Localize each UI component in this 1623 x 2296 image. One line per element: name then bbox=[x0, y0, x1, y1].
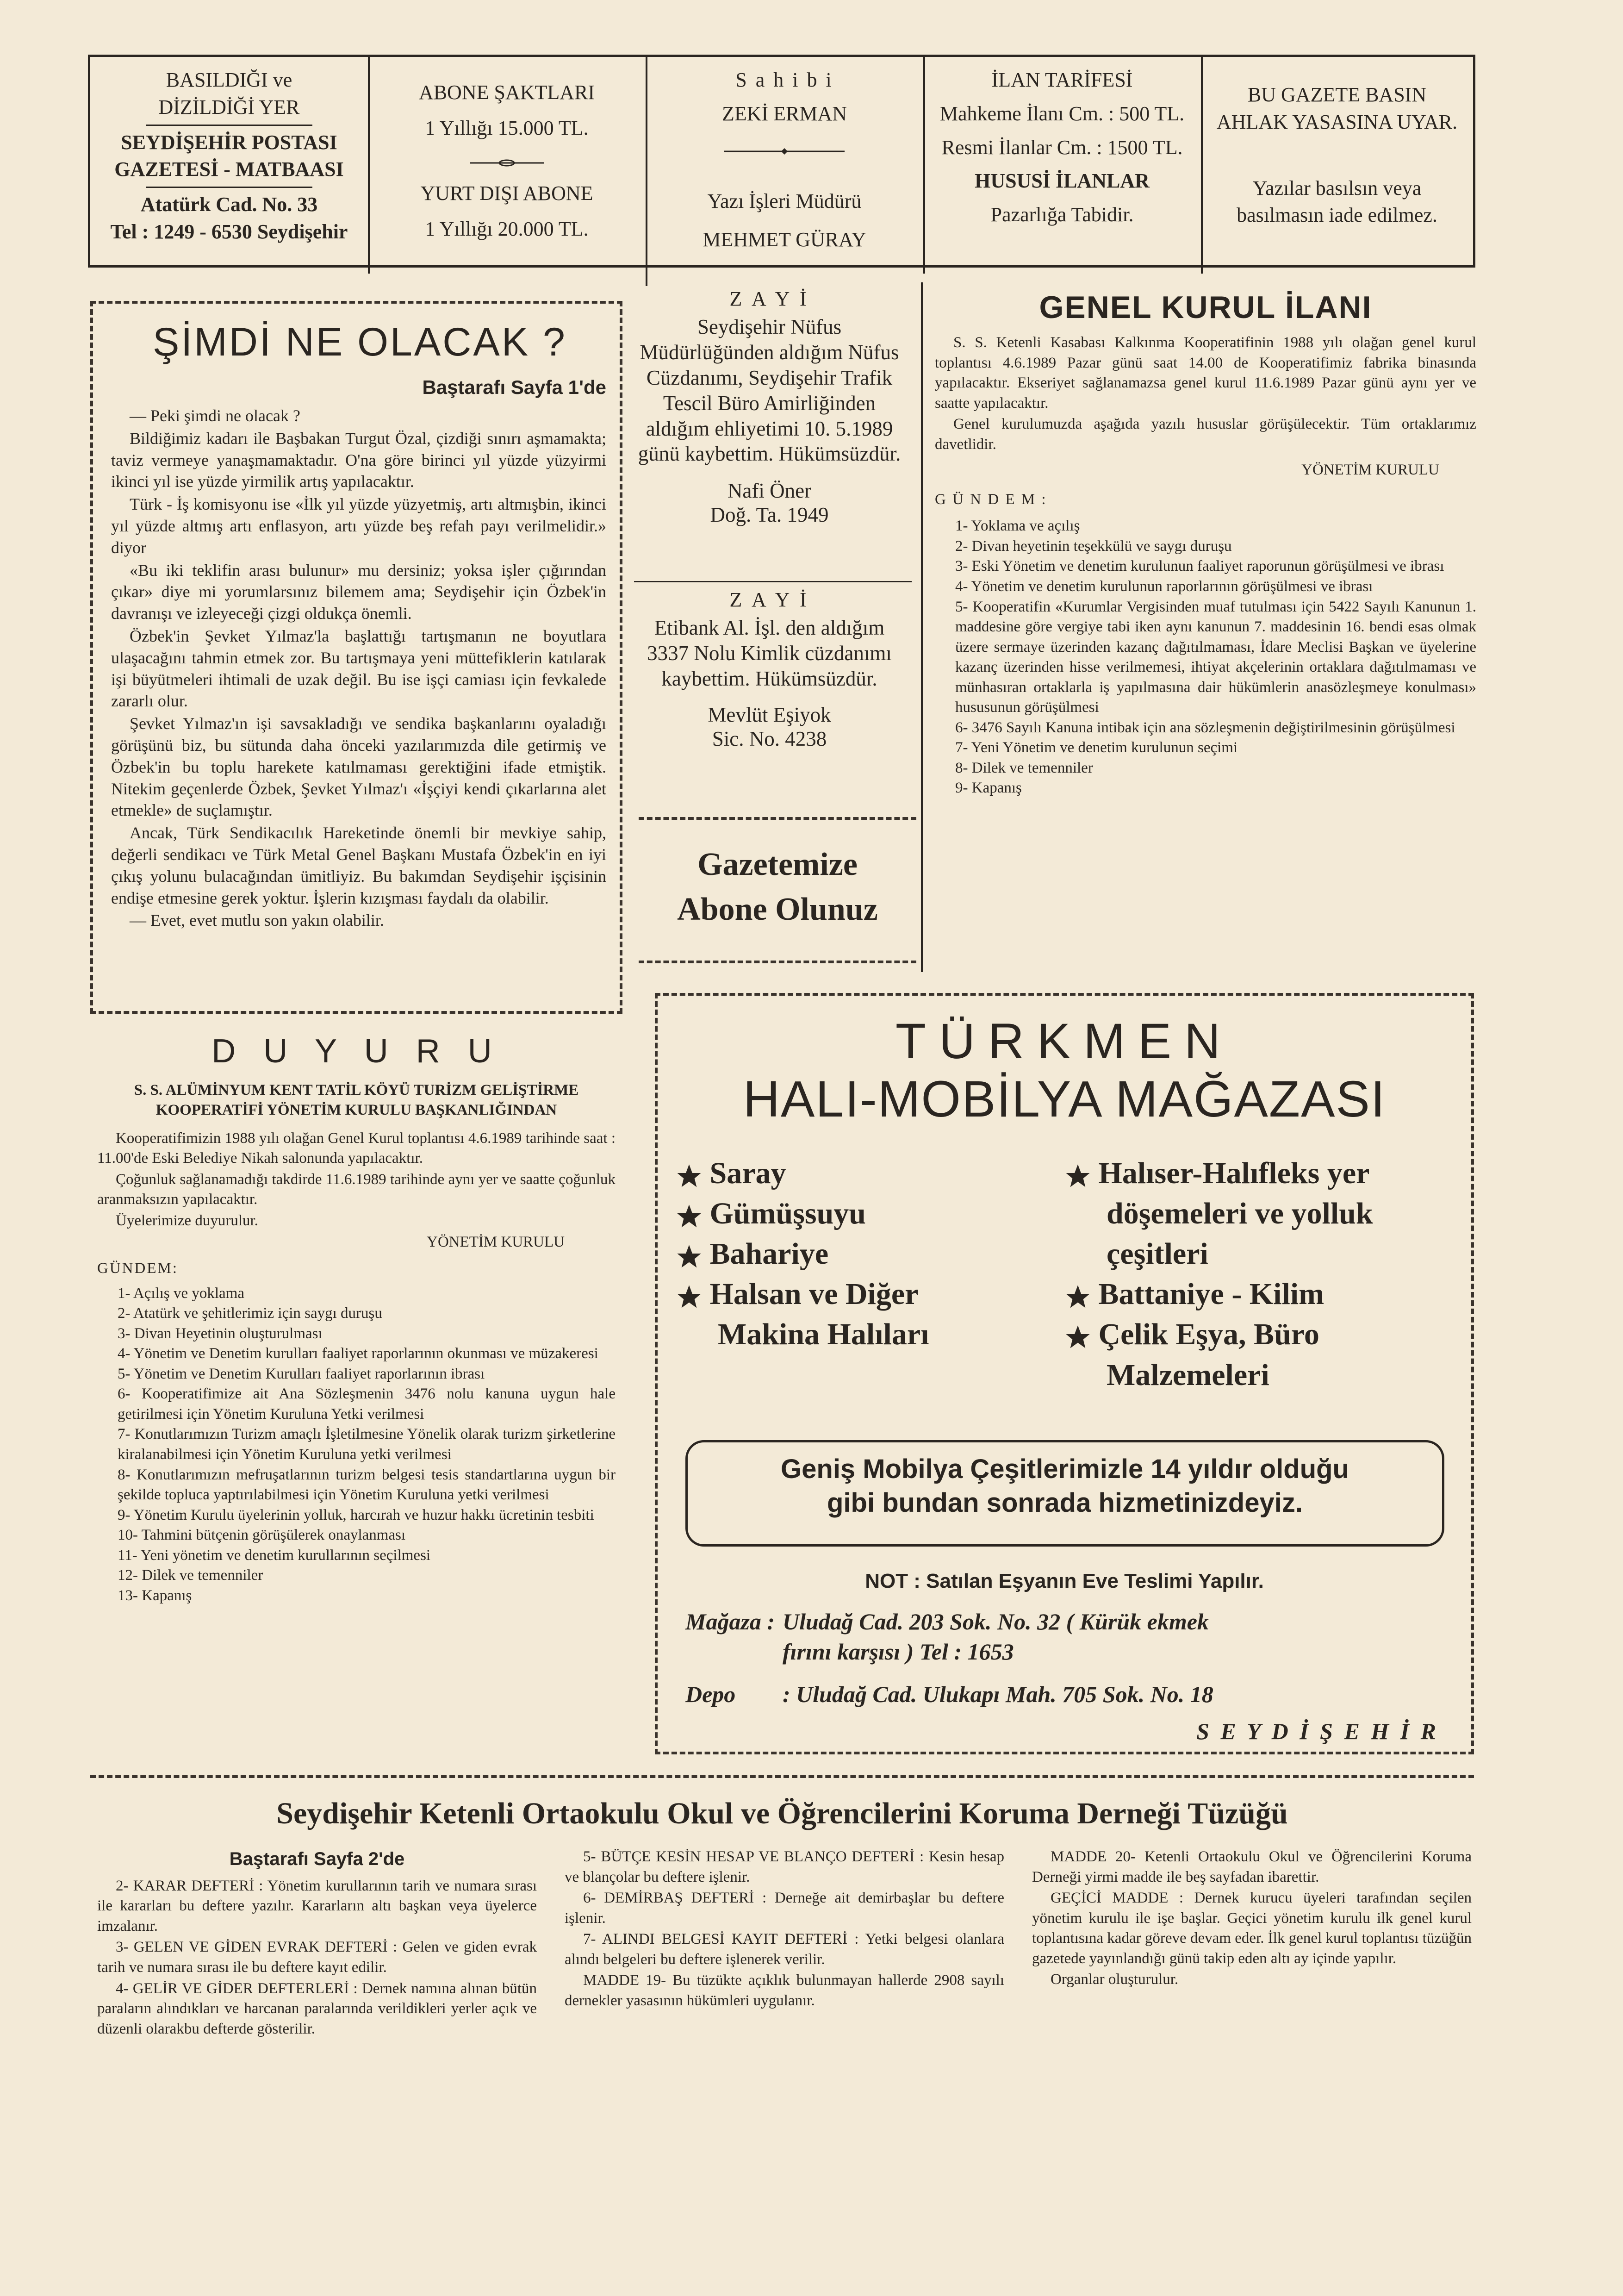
agenda-item: 3- Divan Heyetinin oluşturulması bbox=[118, 1325, 323, 1342]
star-icon bbox=[1065, 1284, 1091, 1310]
ads-court: Mahkeme İlanı Cm. : 500 TL. bbox=[939, 102, 1185, 125]
tuzuk-paragraph: MADDE 19- Bu tüzükte açıklık bulunmayan hallerde 2908 sayılı dernekler yasasının hükümleri uygulanır. bbox=[565, 1972, 1004, 2009]
tuzuk-title: Seydişehir Ketenli Ortaokulu Okul ve Öğrencilerini Koruma Derneği Tüzüğü bbox=[276, 1797, 1288, 1830]
turkmen-depot-address bbox=[685, 1681, 1449, 1708]
subscribe-promo bbox=[639, 842, 916, 932]
star-icon bbox=[676, 1163, 702, 1189]
agenda-item: 9- Yönetim Kurulu üyelerinin yolluk, harcırah ve huzur hakkı ücretinin tesbiti bbox=[118, 1506, 594, 1523]
star-icon bbox=[1065, 1163, 1091, 1189]
agenda-item: 7- Konutlarımızın Turizm amaçlı İşletilmesine Yönelik olarak turizm şirketlerine kiralanabilmesi için Yönetim Kuruluna yetki verilmesi bbox=[118, 1426, 616, 1463]
zayi-name: Mevlüt Eşiyok bbox=[708, 703, 831, 726]
product-item bbox=[1065, 1314, 1463, 1354]
product-label: Halsan ve Diğer bbox=[709, 1277, 919, 1311]
agenda-item: 4- Yönetim ve Denetim kurulları faaliyet raporlarının okunması ve müzakeresi bbox=[118, 1345, 598, 1362]
zayi-divider bbox=[634, 581, 912, 582]
depot-label: Depo bbox=[685, 1681, 736, 1707]
genel-kurul-signature: YÖNETİM KURULU bbox=[1301, 462, 1439, 479]
duyuru-signature: YÖNETİM KURULU bbox=[427, 1233, 565, 1250]
printer-line1: BASILDIĞI ve bbox=[166, 69, 292, 91]
tuzuk-paragraph: MADDE 20- Ketenli Ortaokulu Okul ve Öğrencilerini Koruma Derneği yirmi madde ile beş sayfadan ibarettir. bbox=[1032, 1848, 1472, 1885]
printer-line5: Atatürk Cad. No. 33 bbox=[140, 193, 318, 216]
ethics-line1: BU GAZETE BASIN bbox=[1247, 83, 1427, 106]
masthead-printer bbox=[90, 57, 370, 274]
product-item bbox=[676, 1153, 1056, 1193]
zayi-title: Z A Y İ bbox=[729, 588, 809, 611]
tuzuk-continued: Baştarafı Sayfa 2'de bbox=[229, 1849, 405, 1869]
simdi-body bbox=[111, 405, 606, 931]
product-label: Gümüşsuyu bbox=[709, 1197, 866, 1231]
star-icon bbox=[1065, 1324, 1091, 1350]
simdi-paragraph: Özbek'in Şevket Yılmaz'la başlattığı tartışmanın ne boyutlara ulaşacağını tahmin etmek zor. Bu tartışmaya yeni müttefiklerin katılarak işi büyütmeleri ihtimali de uzak değil. Bu ise işçi camiası için fevkalede zararlı olur. bbox=[111, 626, 606, 711]
simdi-paragraph: Şevket Yılmaz'ın işi savsakladığı ve sendika başkanlarını oyaladığı görüşünü biz, bu sütunda daha önceki yazılarımızda dile getirmiş ve Özbek'in bu toplu harekete katılmaması gerektiğini ifade etmiştik. Nitekim geçenlerde Özbek, Şevket Yılmaz'ı «İşçiyi kendi çıkarlarına alet etmekle» de suçlamıştır. bbox=[111, 714, 606, 820]
divider bbox=[146, 125, 312, 126]
owner-name: ZEKİ ERMAN bbox=[721, 102, 847, 125]
simdi-paragraph: Türk - İş komisyonu ise «İlk yıl yüzde yüzyetmiş, artı altmışbin, ikinci yıl yüzde altmış artı enflasyon, artı yüzde beş refah payı verilmelidir.» diyor bbox=[111, 495, 606, 557]
slogan-line1: Geniş Mobilya Çeşitlerimizle 14 yıldır olduğu bbox=[781, 1454, 1349, 1484]
duyuru-title: D U Y U R U bbox=[211, 1033, 501, 1070]
product-label: Çelik Eşya, Büro bbox=[1098, 1317, 1319, 1352]
duyuru-body bbox=[97, 1129, 616, 1606]
subscription-title: ABONE ŞAKTLARI bbox=[418, 81, 595, 104]
turkmen-right-list bbox=[1065, 1153, 1463, 1395]
zayi-body: Etibank Al. İşl. den aldığım 3337 Nolu Kimlik cüzdanımı kaybettim. Hükümsüzdür. bbox=[647, 616, 892, 690]
printer-line3: SEYDİŞEHİR POSTASI bbox=[121, 131, 337, 154]
subscribe-border-top bbox=[639, 817, 916, 820]
subscribe-line1: Gazetemize bbox=[697, 847, 858, 882]
duyuru-paragraph: Kooperatifimizin 1988 yılı olağan Genel Kurul toplantısı 4.6.1989 tarihinde saat : 11.00'de Eski Belediye Nikah salonunda yapılacaktır. bbox=[97, 1129, 616, 1167]
product-item bbox=[676, 1234, 1056, 1274]
turkmen-city: S E Y D İ Ş E H İ R bbox=[1196, 1718, 1439, 1744]
turkmen-ad bbox=[655, 993, 1474, 1754]
masthead bbox=[88, 55, 1475, 268]
agenda-item: 1- Yoklama ve açılış bbox=[955, 518, 1080, 535]
tuzuk-paragraph: GEÇİCİ MADDE : Dernek kurucu üyeleri tarafından seçilen yönetim kurulu ile işe başlar. Geçici yönetim kurulu ilk genel kurul toplantısına kadar göreve devam eder. İlk genel kurul toplantısı tüzüğün gazetede yayınlandığı günü takip eden altı ay içinde yapılır. bbox=[1032, 1890, 1472, 1967]
store-address-line1: Uludağ Cad. 203 Sok. No. 32 ( Kürük ekmek bbox=[783, 1609, 1209, 1635]
printer-line2: DİZİLDİĞİ YER bbox=[158, 95, 300, 119]
duyuru-agenda bbox=[97, 1284, 616, 1606]
ethics-line4: basılmasın iade edilmez. bbox=[1237, 204, 1437, 227]
zayi-title: Z A Y İ bbox=[729, 287, 809, 310]
simdi-paragraph: Ancak, Türk Sendikacılık Hareketinde önemli bir mevkiye sahip, değerli sendikacı ve Türk Metal Genel Başkanı Mustafa Özbek'in en iyi çıkış yolunu bulacağından ümitliyiz. Bu bakımdan Seydişehir işçisinin endişe etmesine gerek yoktur. İşlerin kızışması faydalı da olabilir. bbox=[111, 824, 606, 907]
agenda-item: 3- Eski Yönetim ve denetim kurulunun faaliyet raporunun görüşülmesi ve ibrası bbox=[955, 558, 1444, 575]
subscribe-line2: Abone Olunuz bbox=[677, 891, 878, 927]
agenda-item: 13- Kapanış bbox=[118, 1587, 192, 1604]
agenda-item: 9- Kapanış bbox=[955, 780, 1022, 797]
store-address-line2: fırını karşısı ) Tel : 1653 bbox=[783, 1639, 1014, 1665]
product-label: Saray bbox=[709, 1156, 786, 1190]
zayi-notice-1 bbox=[616, 287, 923, 583]
editor-name: MEHMET GÜRAY bbox=[703, 228, 866, 251]
turkmen-slogan-box bbox=[685, 1440, 1444, 1547]
masthead-owner bbox=[646, 57, 925, 274]
turkmen-note: NOT : Satılan Eşyanın Eve Teslimi Yapılır. bbox=[865, 1570, 1264, 1592]
simdi-paragraph: Bildiğimiz kadarı ile Başbakan Turgut Özal, çizdiği sınırı aşmamakta; taviz vermeye yanaşmamaktadır. O'na göre birinci yıl yüzde yüzyirmi ikinci yıl ise yüzde yirmilik artış yapılacaktır. bbox=[111, 429, 606, 491]
owner-title: S a h i b i bbox=[735, 69, 833, 91]
masthead-ethics bbox=[1201, 57, 1473, 288]
turkmen-left-list bbox=[676, 1153, 1056, 1355]
agenda-item: 6- Kooperatifimize ait Ana Sözleşmenin 3476 nolu kanuna uygun hale getirilmesi için Yönetim Kuruluna Yetki verilmesi bbox=[118, 1385, 616, 1423]
ads-title: İLAN TARİFESİ bbox=[991, 69, 1133, 91]
product-item: Makina Halıları bbox=[718, 1317, 929, 1352]
zayi-notice-2 bbox=[616, 588, 923, 801]
turkmen-title: TÜRKMEN bbox=[895, 1013, 1233, 1069]
store-label: Mağaza : bbox=[685, 1609, 775, 1635]
editor-title: Yazı İşleri Müdürü bbox=[707, 190, 862, 213]
simdi-continued: Baştarafı Sayfa 1'de bbox=[422, 376, 606, 398]
slogan-line2: gibi bundan sonrada hizmetinizdeyiz. bbox=[827, 1487, 1303, 1518]
tuzuk-paragraph: 7- ALINDI BELGESİ KAYIT DEFTERİ : Yetki belgesi olanlara alındı belgeleri bu deftere işlenerek verilir. bbox=[565, 1931, 1004, 1968]
zayi-info: Sic. No. 4238 bbox=[712, 727, 827, 750]
agenda-item: 2- Atatürk ve şehitlerimiz için saygı duruşu bbox=[118, 1305, 382, 1322]
ads-official: Resmi İlanlar Cm. : 1500 TL. bbox=[941, 136, 1183, 159]
product-item bbox=[1065, 1274, 1463, 1314]
genel-kurul-agenda bbox=[935, 516, 1476, 799]
product-item bbox=[1065, 1153, 1463, 1193]
printer-line4: GAZETESİ - MATBAASI bbox=[114, 158, 344, 181]
depot-address: : Uludağ Cad. Ulukapı Mah. 705 Sok. No. 18 bbox=[783, 1681, 1213, 1707]
ethics-line2: AHLAK YASASINA UYAR. bbox=[1216, 110, 1458, 133]
simdi-title: ŞİMDİ NE OLACAK ? bbox=[153, 320, 567, 364]
agenda-item: 7- Yeni Yönetim ve denetim kurulunun seçimi bbox=[955, 739, 1238, 756]
ads-special: Pazarlığa Tabidir. bbox=[990, 203, 1134, 226]
column-rule bbox=[921, 282, 923, 972]
agenda-item: 10- Tahmini bütçenin görüşülerek onaylanması bbox=[118, 1527, 406, 1544]
tuzuk-col1 bbox=[97, 1847, 537, 2040]
agenda-item: 8- Konutlarımızın mefruşatlarının turizm belgesi tesis standartlarına uygun bir şekilde topluca yaptırılabilmesi için Yönetim Kuruluna yetki verilmesi bbox=[118, 1466, 616, 1504]
product-item: çeşitleri bbox=[1107, 1237, 1208, 1271]
genel-kurul-agenda-title: G Ü N D E M : bbox=[935, 491, 1047, 508]
subscription-abroad: 1 Yıllığı 20.000 TL. bbox=[425, 218, 589, 241]
tuzuk-paragraph: 4- GELİR VE GİDER DEFTERLERİ : Dernek namına alınan bütün paraların alındıkları ve harcanan paralarında verildikleri yerler açık ve düzenli olarakbu defterde gösterilir. bbox=[97, 1980, 537, 2037]
genel-kurul-title: GENEL KURUL İLANI bbox=[1039, 290, 1372, 325]
product-item: döşemeleri ve yolluk bbox=[1107, 1197, 1373, 1231]
ads-special-title: HUSUSİ İLANLAR bbox=[975, 169, 1150, 193]
genel-kurul-paragraph: Genel kurulumuzda aşağıda yazılı hususlar görüşülecektir. Tüm ortaklarımız davetlidir. bbox=[935, 416, 1476, 453]
ethics-line3: Yazılar basılsın veya bbox=[1252, 176, 1422, 200]
agenda-item: 6- 3476 Sayılı Kanuna intibak için ana sözleşmenin değiştirilmesinin görüşülmesi bbox=[955, 719, 1455, 736]
tuzuk-paragraph: 2- KARAR DEFTERİ : Yönetim kurullarının tarih ve numara sırası ile kararları bu deftere yazılır. Kararların altı başkan veya üyelerce imzalanır. bbox=[97, 1877, 537, 1934]
star-icon bbox=[676, 1204, 702, 1229]
tuzuk-paragraph: 6- DEMİRBAŞ DEFTERİ : Derneğe ait demirbaşlar bu deftere işlenir. bbox=[565, 1890, 1004, 1927]
agenda-item: 4- Yönetim ve denetim kurulunun raporlarının görüşülmesi ve ibrası bbox=[955, 578, 1373, 595]
tuzuk-paragraph: 5- BÜTÇE KESİN HESAP VE BLANÇO DEFTERİ : Kesin hesap ve blançolar bu deftere işlenir. bbox=[565, 1848, 1004, 1885]
zayi-name: Nafi Öner bbox=[727, 479, 812, 503]
simdi-paragraph: — Peki şimdi ne olacak ? bbox=[130, 406, 300, 425]
product-label: Bahariye bbox=[709, 1237, 829, 1271]
zayi-body: Seydişehir Nüfus Müdürlüğünden aldığım Nüfus Cüzdanımı, Seydişehir Trafik Tescil Büro Amirliğinden aldığım ehliyetimi 10. 5.1989 günü kaybettim. Hükümsüzdür. bbox=[638, 315, 901, 466]
duyuru-agenda-title: GÜNDEM: bbox=[97, 1260, 178, 1277]
masthead-ads bbox=[923, 57, 1203, 274]
genel-kurul-paragraph: S. S. Ketenli Kasabası Kalkınma Kooperatifinin 1988 yılı olağan genel kurul toplantısı 4.6.1989 Pazar günü saat 14.00 de Kooperatifimiz fabrika binasında yapılacaktır. Ekseriyet sağlanamazsa genel kurul 11.6.1989 Pazar günü aynı yer ve saatte yapılacaktır. bbox=[935, 334, 1476, 412]
duyuru-org: S. S. ALÜMİNYUM KENT TATİL KÖYÜ TURİZM GELİŞTİRME KOOPERATİFİ YÖNETİM KURULU BAŞKANLIĞINDAN bbox=[134, 1082, 579, 1118]
agenda-item: 1- Açılış ve yoklama bbox=[118, 1285, 245, 1302]
turkmen-store-address bbox=[685, 1607, 1449, 1667]
genel-kurul-body bbox=[935, 333, 1476, 799]
turkmen-subtitle: HALI-MOBİLYA MAĞAZASI bbox=[743, 1071, 1386, 1128]
product-label: Battaniye - Kilim bbox=[1098, 1277, 1325, 1311]
star-icon bbox=[676, 1244, 702, 1270]
subscribe-border-bottom bbox=[639, 961, 916, 963]
duyuru-paragraph: Çoğunluk sağlanamadığı takdirde 11.6.1989 tarihinde aynı yer ve saatte çoğunluk aranmaksızın yapılacaktır. bbox=[97, 1171, 616, 1208]
agenda-item: 8- Dilek ve temenniler bbox=[955, 759, 1093, 776]
product-item: Malzemeleri bbox=[1107, 1358, 1269, 1392]
tuzuk-col2 bbox=[565, 1847, 1004, 2012]
subscription-abroad-title: YURT DIŞI ABONE bbox=[420, 182, 593, 205]
product-label: Halıser-Halıfleks yer bbox=[1098, 1156, 1370, 1190]
simdi-article bbox=[111, 319, 606, 1000]
masthead-subscription bbox=[368, 57, 647, 286]
agenda-item: 2- Divan heyetinin teşekkülü ve saygı duruşu bbox=[955, 537, 1232, 555]
genel-kurul-notice bbox=[935, 289, 1476, 974]
divider bbox=[146, 187, 312, 188]
agenda-item: 5- Kooperatifin «Kurumlar Vergisinden muaf tutulması için 5422 Sayılı Kanunun 1. maddesine göre vergiye tabi iken aynı kanunun 7. maddesinin 16. bendi esas olmak üzere sermaye üzerinden kazanç dağıtılmaması, İdare Meclisi Başkan ve üyelerine kazanç üzerinden hisse verilmemesi, ihtiyat akçelerinin ortaklara dağıtılmaması ve münhasıran ortaklarla iş yapılmasına dair hükümlerin anasözleşmeye konulması» hususunun görüşülmesi bbox=[955, 598, 1476, 716]
product-item bbox=[676, 1193, 1056, 1234]
simdi-paragraph: «Bu iki teklifin arası bulunur» mu dersiniz; yoksa işler çığırından çıkar» diye mi yorumlarsınız bilemem ama; Seydişehir için Özbek'in davranışı ve izleyeceği çizgi oldukça önemli. bbox=[111, 561, 606, 623]
agenda-item: 12- Dilek ve temenniler bbox=[118, 1567, 263, 1584]
tuzuk-paragraph: 3- GELEN VE GİDEN EVRAK DEFTERİ : Gelen ve giden evrak tarih ve numara sırası ile bu deftere kayıt edilir. bbox=[97, 1939, 537, 1976]
star-icon bbox=[676, 1284, 702, 1310]
tuzuk-col3 bbox=[1032, 1847, 1472, 1991]
subscription-domestic: 1 Yıllığı 15.000 TL. bbox=[425, 116, 589, 139]
product-item bbox=[676, 1274, 1056, 1314]
zayi-info: Doğ. Ta. 1949 bbox=[710, 503, 829, 527]
simdi-paragraph: — Evet, evet mutlu son yakın olabilir. bbox=[130, 911, 384, 930]
agenda-item: 5- Yönetim ve Denetim Kurulları faaliyet raporlarının ibrası bbox=[118, 1365, 485, 1382]
duyuru-notice bbox=[97, 1032, 616, 1759]
agenda-item: 11- Yeni yönetim ve denetim kurullarının seçilmesi bbox=[118, 1547, 431, 1564]
duyuru-paragraph: Üyelerimize duyurulur. bbox=[116, 1212, 258, 1229]
printer-line6: Tel : 1249 - 6530 Seydişehir bbox=[110, 220, 348, 243]
tuzuk-paragraph: Organlar oluşturulur. bbox=[1051, 1971, 1179, 1988]
diamond-divider bbox=[646, 137, 923, 162]
section-divider bbox=[90, 1775, 1474, 1778]
ornament-divider bbox=[368, 149, 646, 174]
